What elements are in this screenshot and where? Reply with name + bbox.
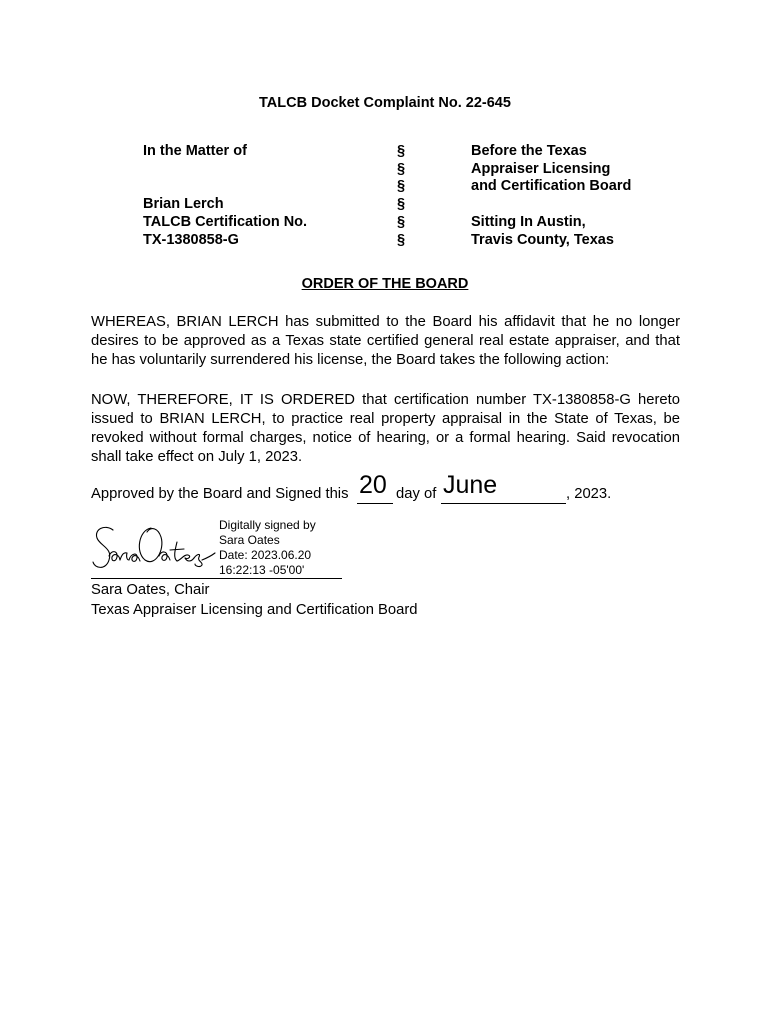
section-symbol: § bbox=[397, 232, 406, 248]
caption-right-line-1: Before the Texas bbox=[471, 143, 587, 159]
month-value: June bbox=[443, 471, 498, 499]
signer-name-title: Sara Oates, Chair bbox=[91, 582, 210, 598]
approval-prefix: Approved by the Board and Signed this bbox=[91, 486, 349, 502]
signature-line bbox=[91, 578, 342, 579]
whereas-paragraph: WHEREAS, BRIAN LERCH has submitted to the Board his affidavit that he no longer desires to be approved as a Texas state certified general real estate appraiser, and that he has voluntarily surrendered his license, the Board takes the following action: bbox=[91, 314, 680, 368]
digital-signature-line: 16:22:13 -05'00' bbox=[219, 563, 305, 577]
signature-block bbox=[91, 518, 351, 582]
section-symbol: § bbox=[397, 178, 406, 194]
caption-right-line-3: and Certification Board bbox=[471, 178, 632, 194]
day-of-label: day of bbox=[396, 486, 437, 502]
caption-right-line-6: Travis County, Texas bbox=[471, 232, 614, 248]
order-heading: ORDER OF THE BOARD bbox=[301, 276, 469, 292]
handwritten-signature bbox=[91, 520, 217, 580]
digital-signature-info bbox=[219, 518, 316, 578]
section-symbol: § bbox=[397, 196, 406, 212]
year-suffix: , 2023. bbox=[566, 486, 612, 502]
digital-signature-line: Digitally signed by bbox=[219, 518, 316, 532]
caption-left-line-4: Brian Lerch bbox=[143, 196, 224, 212]
caption-left-line-1: In the Matter of bbox=[143, 143, 247, 159]
section-symbol: § bbox=[397, 143, 406, 159]
digital-signature-line: Sara Oates bbox=[219, 533, 280, 547]
caption-left-line-5: TALCB Certification No. bbox=[143, 214, 308, 230]
section-symbol: § bbox=[397, 214, 406, 230]
section-symbol: § bbox=[397, 161, 406, 177]
caption-right-line-2: Appraiser Licensing bbox=[471, 161, 611, 177]
order-paragraph: NOW, THEREFORE, IT IS ORDERED that certification number TX-1380858-G hereto issued to BRIAN LERCH, to practice real property appraisal in the State of Texas, be revoked without formal charges, notice of hearing, or a formal hearing. Said revocation shall take effect on July 1, 2023. bbox=[91, 392, 680, 465]
caption-right-line-5: Sitting In Austin, bbox=[471, 214, 586, 230]
approval-line bbox=[91, 473, 691, 503]
digital-signature-line: Date: 2023.06.20 bbox=[219, 548, 312, 562]
signer-organization: Texas Appraiser Licensing and Certification Board bbox=[91, 602, 418, 618]
caption-left-line-6: TX-1380858-G bbox=[143, 232, 239, 248]
docket-title: TALCB Docket Complaint No. 22-645 bbox=[259, 95, 511, 111]
day-value: 20 bbox=[359, 471, 387, 499]
